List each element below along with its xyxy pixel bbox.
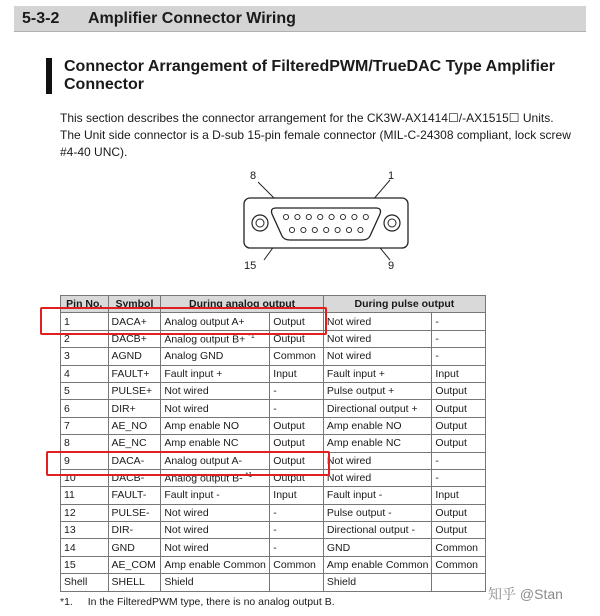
table-row: [61, 504, 486, 521]
section-title: Amplifier Connector Wiring: [88, 9, 296, 27]
cell-pulse-io-text: Output: [435, 385, 467, 398]
cell-pulse-io-text: -: [435, 315, 439, 328]
connector-pin: [295, 214, 300, 219]
cell-pin-no-text: 10: [64, 472, 76, 485]
cell-symbol: [108, 574, 161, 591]
connector-pin: [335, 227, 340, 232]
cell-symbol-text: SHELL: [111, 576, 145, 589]
cell-pulse-function-text: Fault input +: [326, 367, 385, 380]
cell-pulse-function: [323, 487, 432, 504]
connector-pin: [340, 214, 345, 219]
dsub-connector-diagram: [236, 168, 416, 276]
cell-pulse-function-text: Amp enable NO: [326, 419, 402, 432]
cell-symbol-text: DACB+: [111, 332, 147, 345]
header-pin-no: Pin No.: [61, 296, 109, 313]
cell-pulse-io-text: Output: [435, 402, 467, 415]
cell-analog-io-text: -: [273, 402, 277, 415]
cell-analog-function: [161, 365, 270, 382]
cell-pulse-io-text: Output: [435, 419, 467, 432]
cell-analog-function-text: Analog output A-: [164, 454, 242, 467]
cell-symbol-text: AGND: [111, 350, 142, 363]
footnote: [60, 596, 335, 608]
subheading: [46, 58, 586, 94]
intro-paragraph-1: This section describes the connector arrangement for the CK3W-AX1414☐/-AX1515☐ Units.: [60, 111, 554, 125]
header-pulse-output: During pulse output: [323, 296, 485, 313]
cell-symbol-text: DACA+: [111, 315, 147, 328]
cell-pulse-function-text: Not wired: [326, 332, 372, 345]
connector-pin: [283, 214, 288, 219]
cell-analog-function-text: Amp enable NO: [164, 419, 240, 432]
cell-analog-io-text: Output: [273, 419, 305, 432]
cell-analog-function-text: Shield: [164, 576, 194, 589]
cell-pin-no-text: Shell: [64, 576, 88, 589]
cell-symbol: [108, 487, 161, 504]
cell-analog-io: [270, 556, 324, 573]
cell-analog-io-text: -: [273, 506, 277, 519]
cell-analog-function: [161, 539, 270, 556]
pin-label-1: 1: [388, 170, 395, 182]
cell-symbol-text: DACB-: [111, 472, 145, 485]
cell-analog-io-text: Input: [273, 489, 297, 502]
table-row: [61, 522, 486, 539]
intro-paragraph-2: The Unit side connector is a D-sub 15-pin female connector (MIL-C-24308 compliant, lock screw #4-40 UNC).: [60, 128, 571, 159]
pin-label-15: 15: [244, 260, 257, 272]
cell-pulse-io: [432, 313, 486, 330]
highlight-box-pin-9: [46, 451, 330, 476]
cell-pin-no: [61, 504, 109, 521]
cell-analog-io-text: -: [273, 524, 277, 537]
cell-symbol-text: AE_NO: [111, 419, 148, 432]
cell-analog-function: [161, 348, 270, 365]
cell-symbol-text: GND: [111, 541, 135, 554]
cell-pin-no: [61, 435, 109, 452]
cell-symbol-text: DIR-: [111, 524, 134, 537]
cell-symbol: [108, 539, 161, 556]
cell-symbol: [108, 556, 161, 573]
connector-pin: [312, 227, 317, 232]
cell-analog-io-text: Output: [273, 437, 305, 450]
cell-pulse-function-text: Not wired: [326, 472, 372, 485]
connector-pin: [324, 227, 329, 232]
cell-analog-function: [161, 435, 270, 452]
cell-pulse-function-text: Not wired: [326, 454, 372, 467]
subheading-line-1: Connector Arrangement of FilteredPWM/TrueDAC Type Amplifier: [64, 58, 556, 75]
cell-analog-io-text: Output: [273, 315, 305, 328]
cell-pin-no-text: 6: [64, 402, 70, 415]
cell-symbol-text: AE_COM: [111, 559, 156, 572]
table-row: [61, 365, 486, 382]
cell-analog-function-text: Analog output B+: [164, 333, 246, 346]
footnote-ref: *1: [248, 332, 255, 340]
pin-label-9: 9: [388, 260, 395, 272]
cell-pin-no-text: 9: [64, 454, 70, 467]
cell-pin-no: [61, 539, 109, 556]
connector-pin: [329, 214, 334, 219]
cell-pulse-io-text: Common: [435, 559, 479, 572]
cell-pulse-io: [432, 574, 486, 591]
cell-analog-function-text: Not wired: [164, 524, 209, 537]
cell-pin-no-text: 5: [64, 385, 70, 398]
cell-pulse-io: [432, 504, 486, 521]
connector-pin: [352, 214, 357, 219]
cell-pulse-function-text: Pulse output +: [326, 385, 395, 398]
cell-pulse-function-text: Directional output -: [326, 524, 415, 537]
cell-pin-no: [61, 365, 109, 382]
cell-pulse-io: [432, 400, 486, 417]
cell-pin-no: [61, 574, 109, 591]
cell-pin-no: [61, 400, 109, 417]
cell-analog-io-text: Input: [273, 367, 297, 380]
cell-analog-io: [270, 400, 324, 417]
cell-pulse-io-text: Output: [435, 506, 467, 519]
cell-analog-function-text: Analog output A+: [164, 315, 245, 328]
section-header: [14, 6, 586, 32]
cell-analog-function-text: Analog output B-: [164, 472, 243, 485]
pin-label-8: 8: [250, 170, 257, 182]
cell-pulse-io: [432, 522, 486, 539]
cell-symbol: [108, 400, 161, 417]
connector-pin: [358, 227, 363, 232]
connector-pin: [306, 214, 311, 219]
cell-analog-io: [270, 435, 324, 452]
cell-pulse-function-text: Not wired: [326, 350, 372, 363]
cell-pulse-function: [323, 435, 432, 452]
cell-pulse-function: [323, 365, 432, 382]
table-row: [61, 400, 486, 417]
table-row: [61, 417, 486, 434]
watermark: 知乎 @Stan: [488, 586, 563, 602]
cell-pulse-io: [432, 487, 486, 504]
cell-pulse-function: [323, 452, 432, 469]
connector-pin: [318, 214, 323, 219]
cell-analog-function-text: Analog GND: [164, 350, 224, 363]
cell-analog-function-text: Not wired: [164, 385, 209, 398]
cell-pulse-io-text: Input: [435, 367, 459, 380]
cell-symbol: [108, 348, 161, 365]
cell-symbol: [108, 417, 161, 434]
cell-analog-io-text: -: [273, 385, 277, 398]
cell-analog-function: [161, 574, 270, 591]
cell-symbol: [108, 522, 161, 539]
table-row: [61, 539, 486, 556]
cell-pulse-function: [323, 382, 432, 399]
table-row: [61, 487, 486, 504]
cell-pulse-function-text: Amp enable Common: [326, 559, 429, 572]
cell-analog-function-text: Fault input +: [164, 367, 223, 380]
cell-pulse-io-text: -: [435, 454, 439, 467]
cell-pin-no: [61, 487, 109, 504]
table-row: [61, 435, 486, 452]
cell-analog-io-text: Output: [273, 472, 305, 485]
cell-symbol: [108, 365, 161, 382]
cell-analog-function: [161, 504, 270, 521]
cell-symbol: [108, 382, 161, 399]
connector-pin: [363, 214, 368, 219]
cell-pulse-function: [323, 348, 432, 365]
cell-symbol-text: PULSE-: [111, 506, 150, 519]
cell-pulse-io: [432, 539, 486, 556]
cell-analog-io: [270, 487, 324, 504]
cell-pin-no-text: 14: [64, 541, 76, 554]
cell-analog-function-text: Not wired: [164, 506, 209, 519]
cell-pulse-io-text: Input: [435, 489, 459, 502]
cell-pulse-function-text: GND: [326, 541, 351, 554]
cell-pulse-io: [432, 365, 486, 382]
pin-assignment-table: [60, 295, 486, 592]
cell-pulse-function-text: Not wired: [326, 315, 372, 328]
cell-pin-no-text: 2: [64, 332, 70, 345]
cell-pin-no: [61, 556, 109, 573]
table-row: [61, 574, 486, 591]
cell-pulse-io: [432, 556, 486, 573]
cell-pulse-io: [432, 469, 486, 486]
cell-pin-no-text: 13: [64, 524, 76, 537]
cell-pin-no: [61, 348, 109, 365]
cell-pulse-function: [323, 539, 432, 556]
cell-symbol-text: FAULT+: [111, 367, 150, 380]
cell-analog-io-text: Output: [273, 332, 305, 345]
cell-pulse-function-text: Pulse output -: [326, 506, 392, 519]
cell-pin-no-text: 1: [64, 315, 70, 328]
cell-pin-no-text: 15: [64, 559, 76, 572]
cell-pin-no: [61, 522, 109, 539]
cell-pin-no-text: 11: [64, 489, 75, 502]
cell-analog-io-text: Output: [273, 454, 305, 467]
cell-pulse-io: [432, 417, 486, 434]
cell-symbol-text: PULSE+: [111, 385, 153, 398]
cell-analog-function-text: Fault input -: [164, 489, 220, 502]
cell-pin-no-text: 7: [64, 419, 70, 432]
cell-pulse-function: [323, 522, 432, 539]
cell-pin-no: [61, 417, 109, 434]
cell-analog-io: [270, 539, 324, 556]
cell-pulse-io-text: -: [435, 472, 439, 485]
cell-analog-io: [270, 417, 324, 434]
cell-pulse-function-text: Fault input -: [326, 489, 383, 502]
cell-pulse-function-text: Shield: [326, 576, 357, 589]
cell-analog-io: [270, 365, 324, 382]
cell-analog-function: [161, 382, 270, 399]
cell-analog-function: [161, 487, 270, 504]
connector-pin: [346, 227, 351, 232]
cell-symbol-text: DACA-: [111, 454, 145, 467]
header-symbol: Symbol: [108, 296, 161, 313]
cell-analog-function: [161, 556, 270, 573]
cell-pulse-function: [323, 469, 432, 486]
cell-analog-io-text: Common: [273, 350, 316, 363]
cell-pulse-io-text: -: [435, 332, 439, 345]
cell-pin-no: [61, 382, 109, 399]
cell-analog-function-text: Not wired: [164, 541, 209, 554]
cell-analog-function: [161, 522, 270, 539]
cell-pulse-io-text: Output: [435, 524, 467, 537]
subheading-line-2: Connector: [64, 76, 144, 93]
cell-analog-io: [270, 348, 324, 365]
table-row: [61, 382, 486, 399]
cell-pin-no-text: 8: [64, 437, 70, 450]
cell-pulse-function: [323, 417, 432, 434]
cell-pulse-function: [323, 574, 432, 591]
cell-analog-io-text: Common: [273, 559, 316, 572]
footnote-ref: *1: [245, 471, 253, 479]
cell-analog-function: [161, 400, 270, 417]
cell-symbol-text: DIR+: [111, 402, 136, 415]
cell-pulse-io: [432, 348, 486, 365]
cell-analog-io: [270, 522, 324, 539]
cell-analog-io: [270, 574, 324, 591]
cell-pulse-function-text: Amp enable NC: [326, 437, 401, 450]
cell-symbol: [108, 504, 161, 521]
cell-pin-no-text: 12: [64, 506, 76, 519]
cell-pulse-function: [323, 313, 432, 330]
cell-pulse-io: [432, 382, 486, 399]
header-analog-output: During analog output: [161, 296, 324, 313]
cell-analog-function-text: Amp enable Common: [164, 559, 266, 572]
cell-pulse-function-text: Directional output +: [326, 402, 418, 415]
table-row: [61, 348, 486, 365]
cell-symbol-text: AE_NC: [111, 437, 147, 450]
cell-analog-function-text: Not wired: [164, 402, 209, 415]
footnote-text: In the FilteredPWM type, there is no analog output B.: [87, 596, 335, 608]
cell-pulse-io: [432, 435, 486, 452]
cell-pulse-io: [432, 330, 486, 347]
cell-pulse-io-text: Common: [435, 541, 479, 554]
section-number: 5-3-2: [22, 9, 60, 27]
connector-pin: [289, 227, 294, 232]
cell-symbol: [108, 435, 161, 452]
cell-pin-no-text: 4: [64, 367, 70, 380]
cell-pulse-io-text: -: [435, 350, 439, 363]
cell-analog-io: [270, 382, 324, 399]
cell-pulse-function: [323, 556, 432, 573]
cell-pin-no-text: 3: [64, 350, 70, 363]
cell-pulse-io-text: Output: [435, 437, 467, 450]
cell-analog-io: [270, 504, 324, 521]
cell-analog-function-text: Amp enable NC: [164, 437, 239, 450]
cell-symbol-text: FAULT-: [111, 489, 147, 502]
cell-analog-io-text: -: [273, 541, 277, 554]
cell-analog-function: [161, 417, 270, 434]
footnote-mark: *1.: [60, 596, 73, 608]
table-row: [61, 556, 486, 573]
cell-pulse-io: [432, 452, 486, 469]
cell-pulse-function: [323, 330, 432, 347]
cell-pulse-function: [323, 504, 432, 521]
highlight-box-pin-1: [40, 307, 327, 335]
cell-pulse-function: [323, 400, 432, 417]
connector-pin: [301, 227, 306, 232]
